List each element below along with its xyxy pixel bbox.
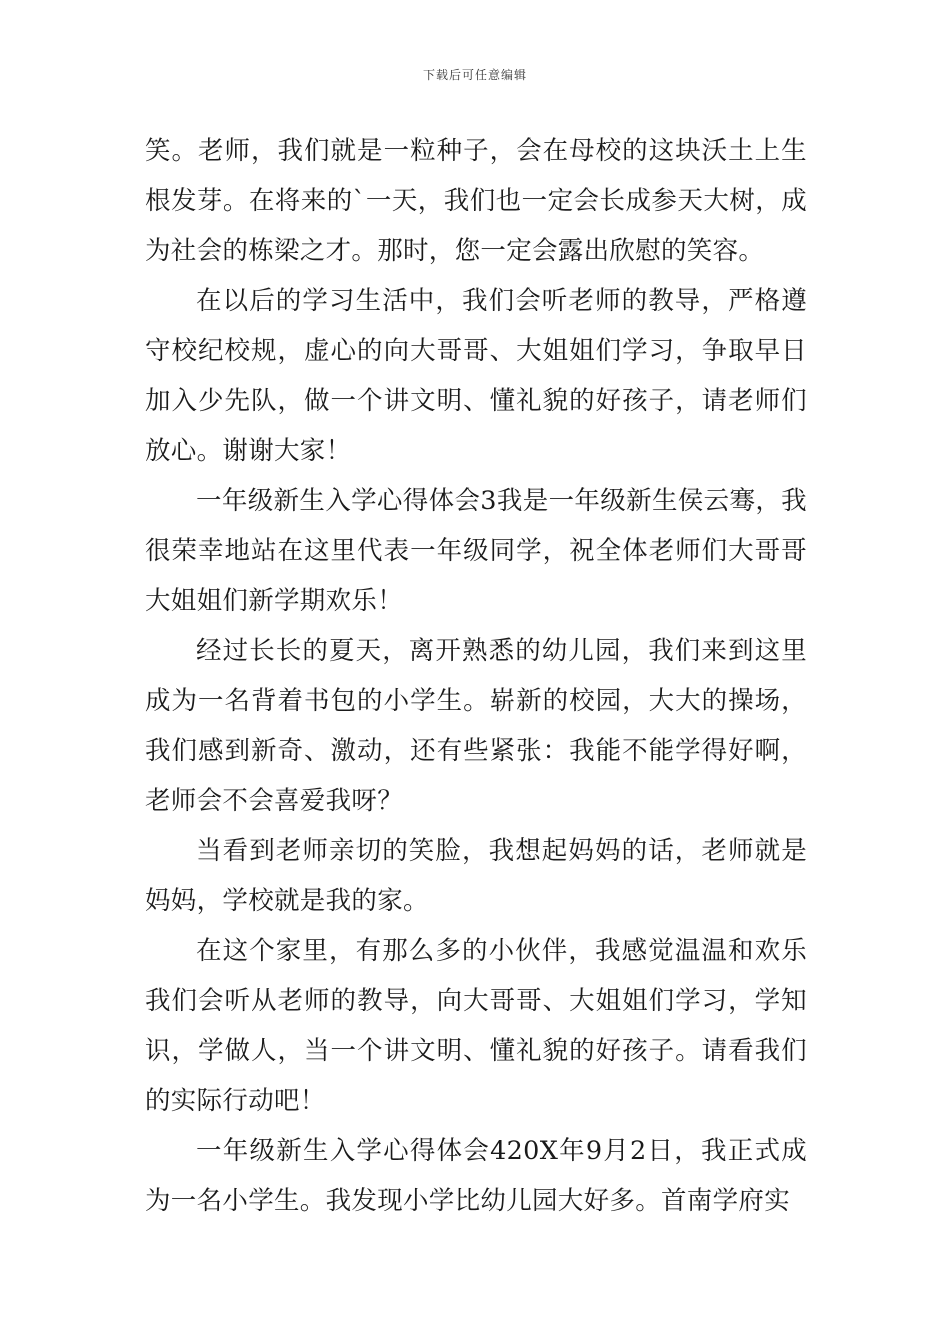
document-body: [145, 126, 807, 1226]
paragraph-3: 一年级新生入学心得体会3我是一年级新生侯云骞，我很荣幸地站在这里代表一年级同学，祝全体老师们大哥哥大姐姐们新学期欢乐！: [145, 486, 807, 616]
paragraph-6: 在这个家里，有那么多的小伙伴，我感觉温温和欢乐我们会听从老师的教导，向大哥哥、大姐姐们学习，学知识，学做人，当一个讲文明、懂礼貌的好孩子。请看我们的实际行动吧！: [145, 936, 807, 1116]
paragraph-2: 在以后的学习生活中，我们会听老师的教导，严格遵守校纪校规，虚心的向大哥哥、大姐姐们学习，争取早日加入少先队，做一个讲文明、懂礼貌的好孩子，请老师们放心。谢谢大家！: [145, 286, 807, 466]
paragraph-7: 一年级新生入学心得体会420X年9月2日，我正式成为一名小学生。我发现小学比幼儿园大好多。首南学府实: [145, 1136, 807, 1216]
paragraph-5: 当看到老师亲切的笑脸，我想起妈妈的话，老师就是妈妈，学校就是我的家。: [145, 836, 807, 916]
paragraph-4: 经过长长的夏天，离开熟悉的幼儿园，我们来到这里成为一名背着书包的小学生。崭新的校园，大大的操场，我们感到新奇、激动，还有些紧张：我能不能学得好啊，老师会不会喜爱我呀？: [145, 636, 807, 816]
paragraph-1: 笑。老师，我们就是一粒种子，会在母校的这块沃土上生根发芽。在将来的`一天，我们也一定会长成参天大树，成为社会的栋梁之才。那时，您一定会露出欣慰的笑容。: [145, 136, 807, 266]
page-header-note: 下载后可任意编辑: [422, 68, 527, 82]
